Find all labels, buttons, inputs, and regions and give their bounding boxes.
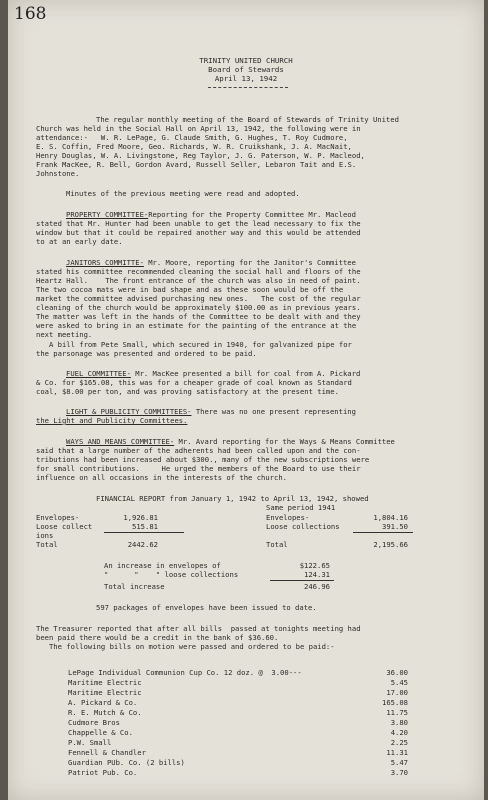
bill-row — [68, 738, 408, 747]
fuel-line: coal, $8.00 per ton, and was proving satisfactory at the present time. — [36, 387, 339, 396]
light-line: the Light and Publicity Committees. — [36, 416, 188, 425]
bill-amount: 11.31 — [386, 748, 408, 757]
bill-row — [68, 718, 408, 727]
intro-line: Henry Douglas, W. A. Livingstone, Reg Taylor, J. G. Paterson, W. P. Macleod, — [36, 151, 365, 160]
bill-amount: 165.08 — [382, 698, 408, 707]
intro-line: Frank MacKee, R. Bell, Gordon Avard, Russell Seller, Lebaron Tait and E.S. — [36, 160, 357, 169]
bill-row — [68, 708, 408, 717]
loose-1942-value: 515.81 — [132, 522, 158, 531]
header-church-name: TRINITY UNITED CHURCH — [199, 56, 293, 65]
bill-payee: A. Pickard & Co. — [68, 698, 138, 707]
ways-line: said that a large number of the adherents had been called upon and the con- — [36, 446, 361, 455]
total-1941-value: 2,195.66 — [373, 540, 408, 549]
bill-payee: Fennell & Chandler — [68, 748, 146, 757]
total-1941-rule — [353, 532, 413, 533]
loose-1942-label-cont: ions — [36, 531, 54, 540]
ways-line: influence on all occasions in the interests of the church. — [36, 473, 287, 482]
bill-row — [68, 768, 408, 777]
bill-amount: 4.20 — [390, 728, 408, 737]
bill-payee: P.W. Small — [68, 738, 112, 747]
loose-1941-value: 391.50 — [382, 522, 408, 531]
janitors-line: next meeting. — [36, 330, 93, 339]
intro-line: Johnstone. — [36, 169, 80, 178]
page-number: 168 — [14, 4, 47, 24]
ways-line: tributions had been increased about $300., many of the new subscriptions were — [36, 455, 370, 464]
total-1942-rule — [104, 532, 184, 533]
property-line: window but that it could be repaired another way and this would be attended — [36, 228, 361, 237]
property-heading: PROPERTY COMMITTEE- — [66, 210, 149, 219]
bill-payee: Guardian PUb. Co. (2 bills) — [68, 758, 185, 767]
bill-amount: 3.80 — [390, 718, 408, 727]
document-page — [8, 0, 484, 800]
bill-amount: 11.75 — [386, 708, 408, 717]
bill-amount: 5.47 — [390, 758, 408, 767]
fuel-first-line: Mr. MacKee presented a bill for coal from A. Pickard — [130, 369, 361, 378]
pipe-bill-line: the parsonage was presented and ordered to be paid. — [36, 349, 257, 358]
janitors-line: The two cocoa mats were in bad shape and as these soon would be off the — [36, 285, 344, 294]
bill-amount: 17.00 — [386, 688, 408, 697]
treasurer-line: The following bills on motion were passed and ordered to be paid:- — [36, 642, 335, 651]
pipe-bill-line: A bill from Pete Small, which secured in 1940, for galvanized pipe for — [36, 340, 352, 349]
increase-rule — [270, 580, 334, 581]
bill-payee: Maritime Electric — [68, 688, 142, 697]
bill-amount: 5.45 — [390, 678, 408, 687]
bill-row — [68, 678, 408, 687]
env-1942-label: Envelopes- — [36, 513, 80, 522]
total-1942-label: Total — [36, 540, 58, 549]
ways-first-line: Mr. Avard reporting for the Ways & Means Committee — [174, 437, 395, 446]
property-line: stated that Mr. Hunter had been unable to get the lead necessary to fix the — [36, 219, 361, 228]
env-1942-value: 1,926.81 — [123, 513, 158, 522]
financial-title: FINANCIAL REPORT from January 1, 1942 to April 13, 1942, showed — [96, 494, 369, 503]
bill-payee: R. E. Mutch & Co. — [68, 708, 142, 717]
bill-payee: Maritime Electric — [68, 678, 142, 687]
bill-row — [68, 728, 408, 737]
janitors-line: were asked to bring in an estimate for the painting of the entrance at the — [36, 321, 357, 330]
janitors-line: stated his committee recommended cleaning the social hall and floors of the — [36, 267, 361, 276]
bill-row — [68, 688, 408, 697]
increase-env-value: $122.65 — [299, 561, 330, 570]
financial-subtitle: Same period 1941 — [266, 503, 336, 512]
janitors-heading: JANITORS COMMITTE- — [66, 258, 144, 267]
bill-row — [68, 698, 408, 707]
janitors-line: market the committee advised purchasing new ones. The cost of the regular — [36, 294, 361, 303]
increase-loose-value: 124.31 — [304, 570, 330, 579]
env-1941-label: Envelopes- — [266, 513, 310, 522]
increase-env-label: An increase in envelopes of — [104, 561, 221, 570]
fuel-heading: FUEL COMMITTEE- — [66, 369, 131, 378]
total-1942-value: 2442.62 — [127, 540, 158, 549]
bill-row — [68, 758, 408, 767]
janitors-first-line: Mr. Moore, reporting for the Janitor's Committee — [143, 258, 356, 267]
property-first-line: Reporting for the Property Committee Mr. Macleod — [148, 210, 356, 219]
intro-line: attendance:- W. R. LePage, G. Claude Smith, G. Hughes, T. Roy Cudmore, — [36, 133, 348, 142]
increase-loose-label: " " " loose collections — [104, 570, 239, 579]
packages-line: 597 packages of envelopes have been issued to date. — [96, 603, 317, 612]
bill-row — [68, 668, 408, 677]
property-line: to at an early date. — [36, 237, 123, 246]
intro-line: E. S. Coffin, Fred Moore, Geo. Richards, W. R. Cruikshank, J. A. MacNait, — [36, 142, 352, 151]
loose-1942-label: Loose collect — [36, 522, 93, 531]
bill-payee: Patriot Pub. Co. — [68, 768, 138, 777]
treasurer-line: The Treasurer reported that after all bills passed at tonights meeting had — [36, 624, 361, 633]
header-board: Board of Stewards — [208, 65, 284, 74]
env-1941-value: 1,804.16 — [373, 513, 408, 522]
loose-1941-label: Loose collections — [266, 522, 340, 531]
total-increase-label: Total increase — [104, 582, 165, 591]
minutes-line: Minutes of the previous meeting were read and adopted. — [66, 189, 300, 198]
bill-payee: LePage Individual Communion Cup Co. 12 doz. @ 3.00--- — [68, 668, 302, 677]
bill-amount: 3.70 — [390, 768, 408, 777]
total-increase-value: 246.96 — [304, 582, 330, 591]
treasurer-line: been paid there would be a credit in the bank of $36.60. — [36, 633, 279, 642]
janitors-line: Heartz Hall. The front entrance of the church was also in need of paint. — [36, 276, 361, 285]
intro-line: The regular monthly meeting of the Board of Stewards of Trinity United — [96, 115, 399, 124]
bill-amount: 2.25 — [390, 738, 408, 747]
bill-amount: 36.00 — [386, 668, 408, 677]
bill-payee: Chappelle & Co. — [68, 728, 133, 737]
intro-line: Church was held in the Social Hall on April 13, 1942, the following were in — [36, 124, 361, 133]
ways-line: for small contributions. He urged the members of the Board to use their — [36, 464, 361, 473]
light-heading: LIGHT & PUBLICITY COMMITTEES- — [66, 407, 192, 416]
header-date: April 13, 1942 — [214, 74, 278, 83]
ways-heading: WAYS AND MEANS COMMITTEE- — [66, 437, 175, 446]
bill-payee: Cudmore Bros — [68, 718, 120, 727]
header-divider — [208, 87, 288, 88]
janitors-line: The matter was left in the hands of the Committee to be dealt with and they — [36, 312, 361, 321]
janitors-line: cleaning of the church would be approximately $100.00 as in previous years. — [36, 303, 361, 312]
fuel-line: & Co. for $165.08, this was for a cheaper grade of coal known as Standard — [36, 378, 352, 387]
total-1941-label: Total — [266, 540, 288, 549]
bill-row — [68, 748, 408, 757]
light-first-line: There was no one present representing — [191, 407, 356, 416]
